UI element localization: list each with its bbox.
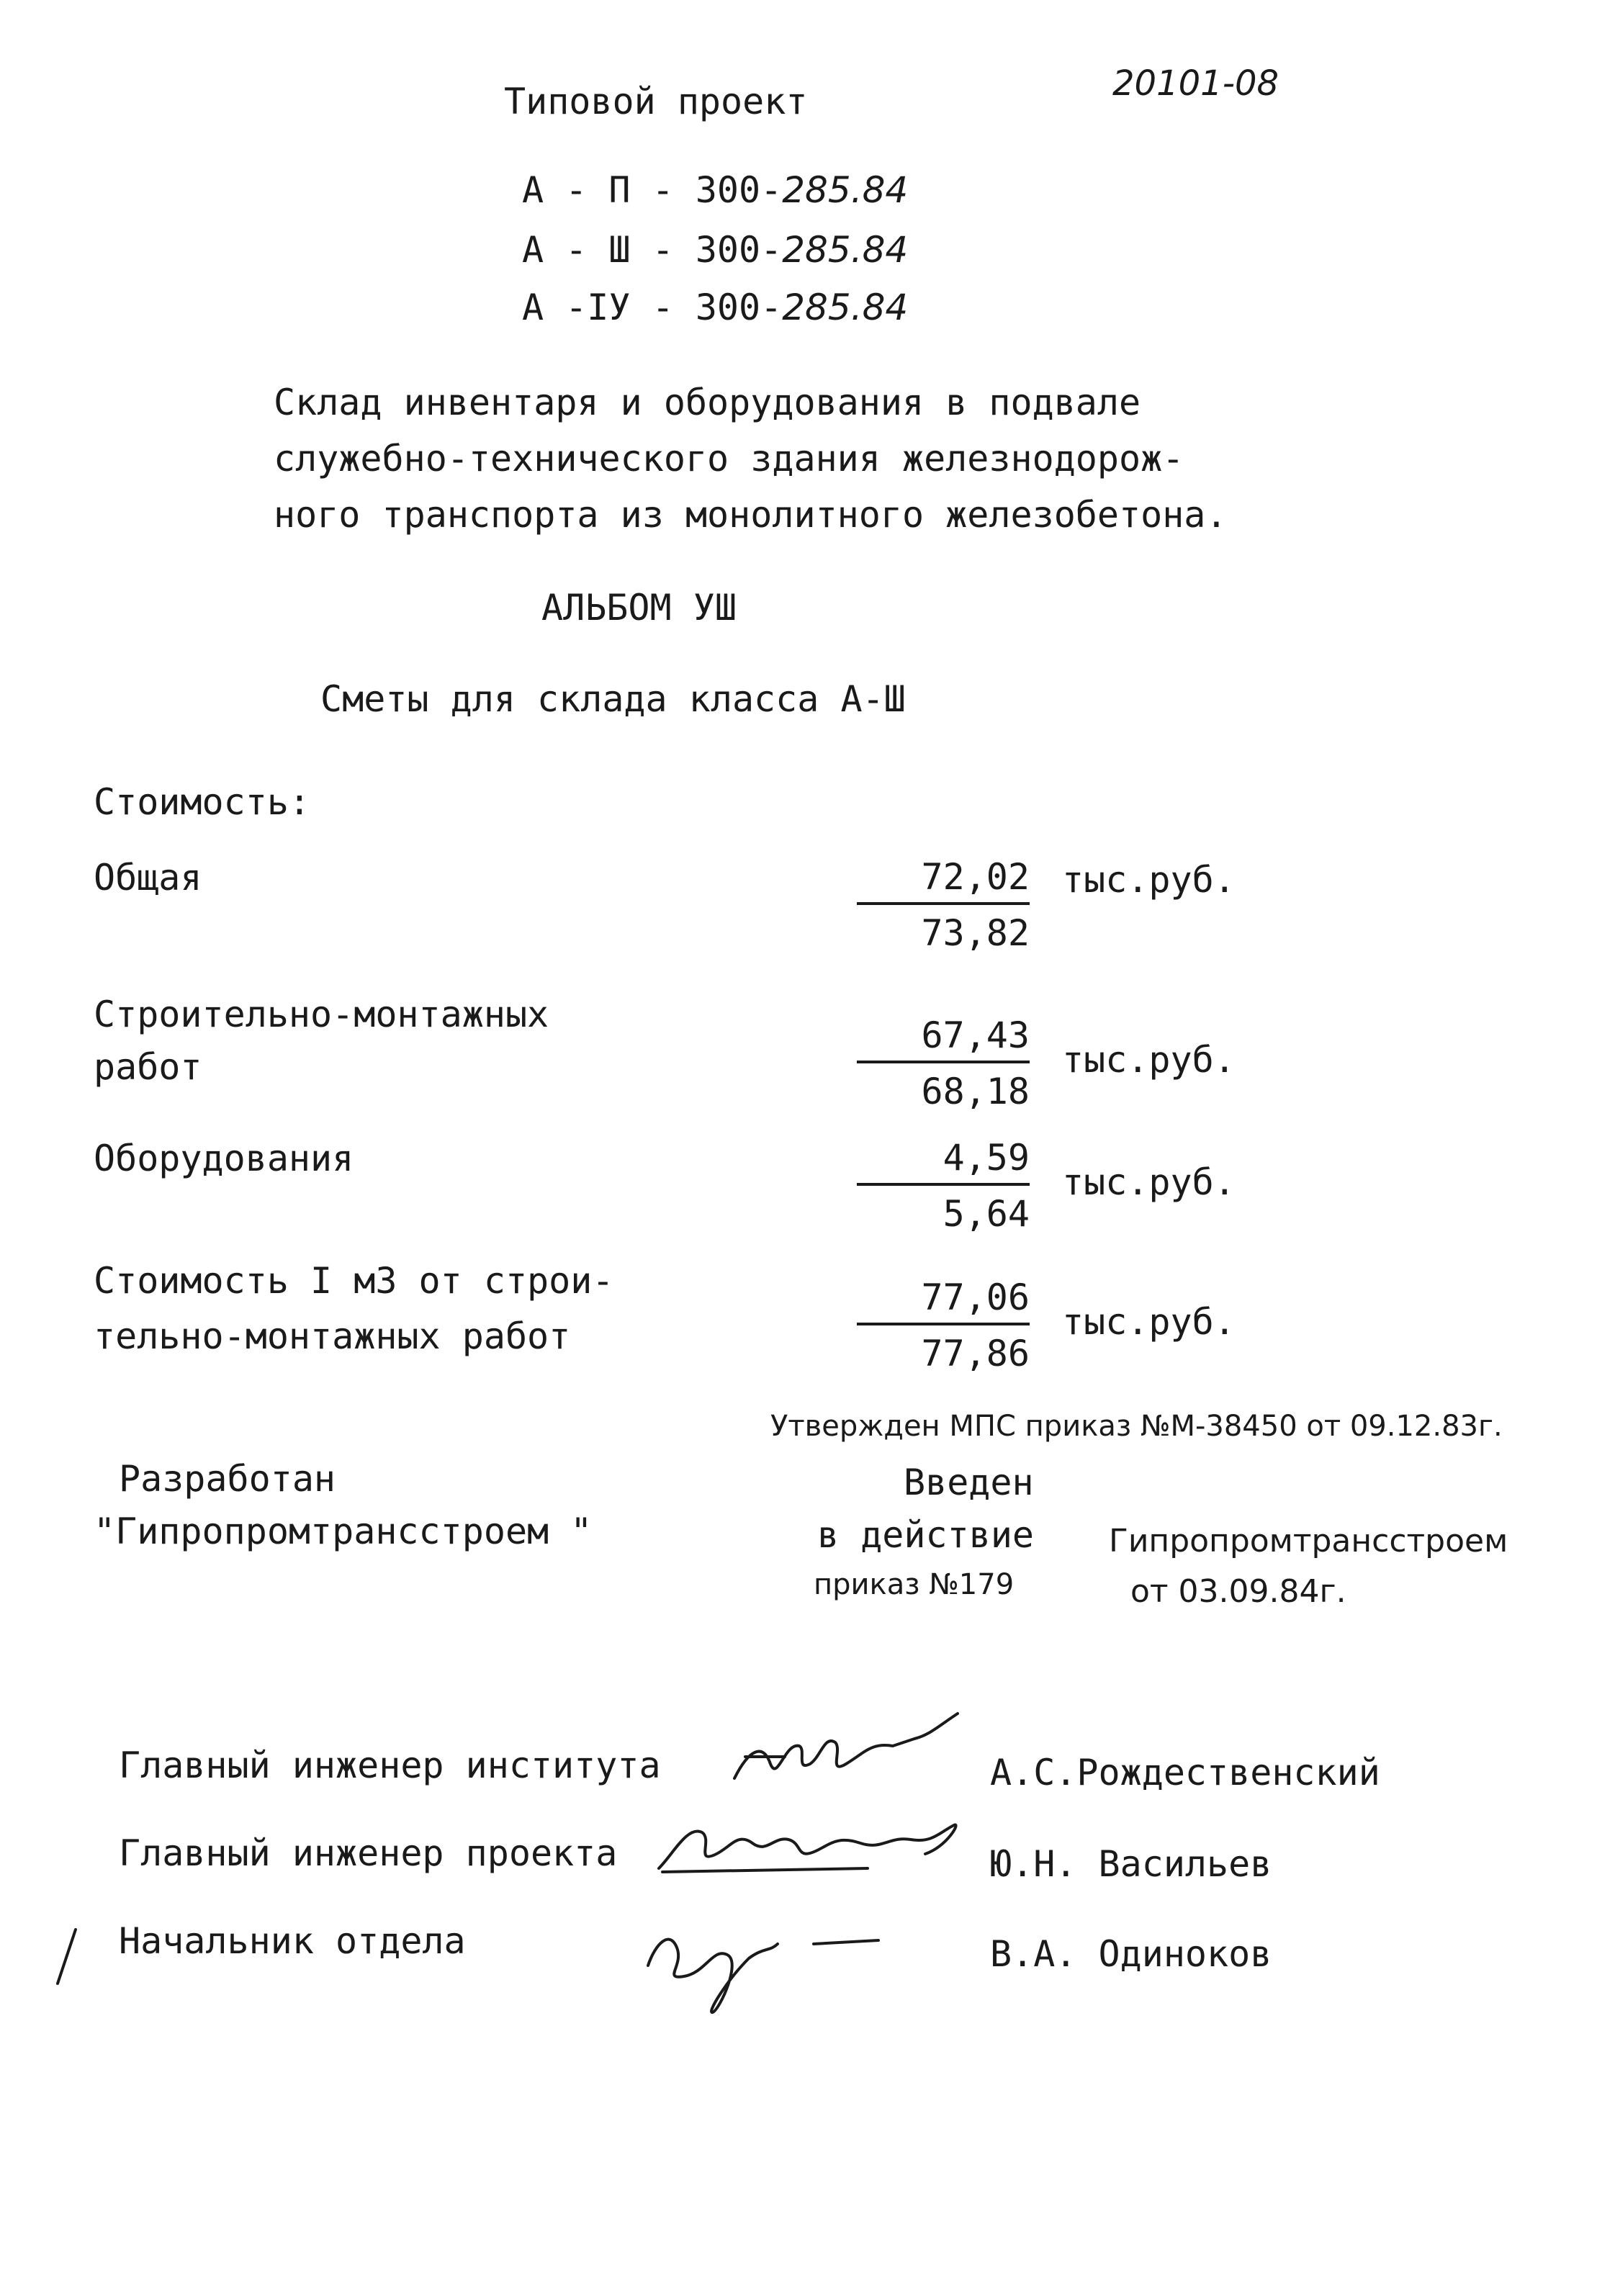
project-description (274, 374, 1228, 543)
signatory-name-3: В.А. Одиноков (990, 1933, 1272, 1975)
cost-value-per-m3 (857, 1279, 1030, 1372)
cost-label-construction: Строительно-монтажных (94, 994, 549, 1035)
project-code-suffix: 285.84 (782, 287, 909, 328)
signature-title-3: Начальник отдела (119, 1920, 466, 1962)
cost-label-per-m3-2: тельно-монтажных работ (94, 1315, 571, 1357)
signature-title-1: Главный инженер института (119, 1744, 661, 1786)
project-code-suffix: 285.84 (782, 169, 909, 211)
signatory-name-1: А.С.Рождественский (990, 1752, 1380, 1793)
cost-label-equipment: Оборудования (94, 1138, 354, 1179)
signatory-name-2: Ю.Н. Васильев (990, 1843, 1272, 1885)
approval-line: Утвержден МПС приказ №М-38450 от 09.12.83г. (770, 1410, 1503, 1443)
project-code-3 (522, 287, 908, 328)
cost-label-construction-2: работ (94, 1046, 202, 1088)
project-code-prefix: А -IУ - 300- (522, 287, 783, 328)
album-subtitle: Сметы для склада класса А-Ш (320, 678, 906, 720)
project-code-prefix: А - П - 300- (522, 169, 783, 211)
cost-value-bottom: 68,18 (921, 1071, 1030, 1112)
cost-value-bottom: 5,64 (943, 1193, 1030, 1235)
developed-label: Разработан (119, 1458, 336, 1500)
signature-scribble-2 (652, 1804, 997, 1883)
cost-value-equipment (857, 1137, 1030, 1235)
description-line: служебно-технического здания железнодорож- (274, 438, 1184, 480)
project-code-suffix: 285.84 (782, 229, 909, 271)
introduced-label: Введен (904, 1462, 1034, 1503)
cost-value-bottom: 73,82 (921, 912, 1030, 954)
signature-scribble-3 (634, 1908, 893, 2016)
album-title: АЛЬБОМ УШ (541, 587, 737, 629)
description-line: Склад инвентаря и оборудования в подвале (274, 382, 1141, 423)
description-line: ного транспорта из монолитного железобетона. (274, 494, 1228, 536)
cost-value-top: 67,43 (857, 1017, 1030, 1063)
project-code-2 (522, 229, 908, 271)
cost-value-construction (857, 1014, 1030, 1112)
signature-title-2: Главный инженер проекта (119, 1832, 618, 1874)
introduced-label-2: в действие (817, 1514, 1035, 1556)
project-code-prefix: А - Ш - 300- (522, 229, 783, 271)
cost-value-top: 77,06 (857, 1279, 1030, 1325)
introducing-org: Гипропромтрансстроем (1109, 1523, 1508, 1559)
cost-label-per-m3: Стоимость I м3 от строи- (94, 1260, 614, 1302)
costs-heading: Стоимость: (94, 781, 311, 823)
margin-mark (54, 1930, 83, 1987)
document-number: 20101-08 (1112, 63, 1279, 104)
cost-value-top: 72,02 (857, 859, 1030, 905)
cost-label-total: Общая (94, 857, 202, 899)
introduction-date: от 03.09.84г. (1130, 1573, 1346, 1610)
developer-name: "Гипропромтрансстроем " (94, 1511, 593, 1552)
cost-unit: тыс.руб. (1062, 859, 1236, 901)
cost-value-top: 4,59 (857, 1140, 1030, 1186)
cost-unit: тыс.руб. (1062, 1039, 1236, 1081)
signature-scribble-1 (720, 1714, 994, 1800)
cost-value-bottom: 77,86 (921, 1333, 1030, 1374)
document-type-title: Типовой проект (504, 81, 808, 122)
cost-unit: тыс.руб. (1062, 1161, 1236, 1203)
project-code-1 (522, 169, 908, 211)
order-number: приказ №179 (814, 1568, 1015, 1601)
cost-unit: тыс.руб. (1062, 1301, 1236, 1343)
cost-value-total (857, 856, 1030, 954)
